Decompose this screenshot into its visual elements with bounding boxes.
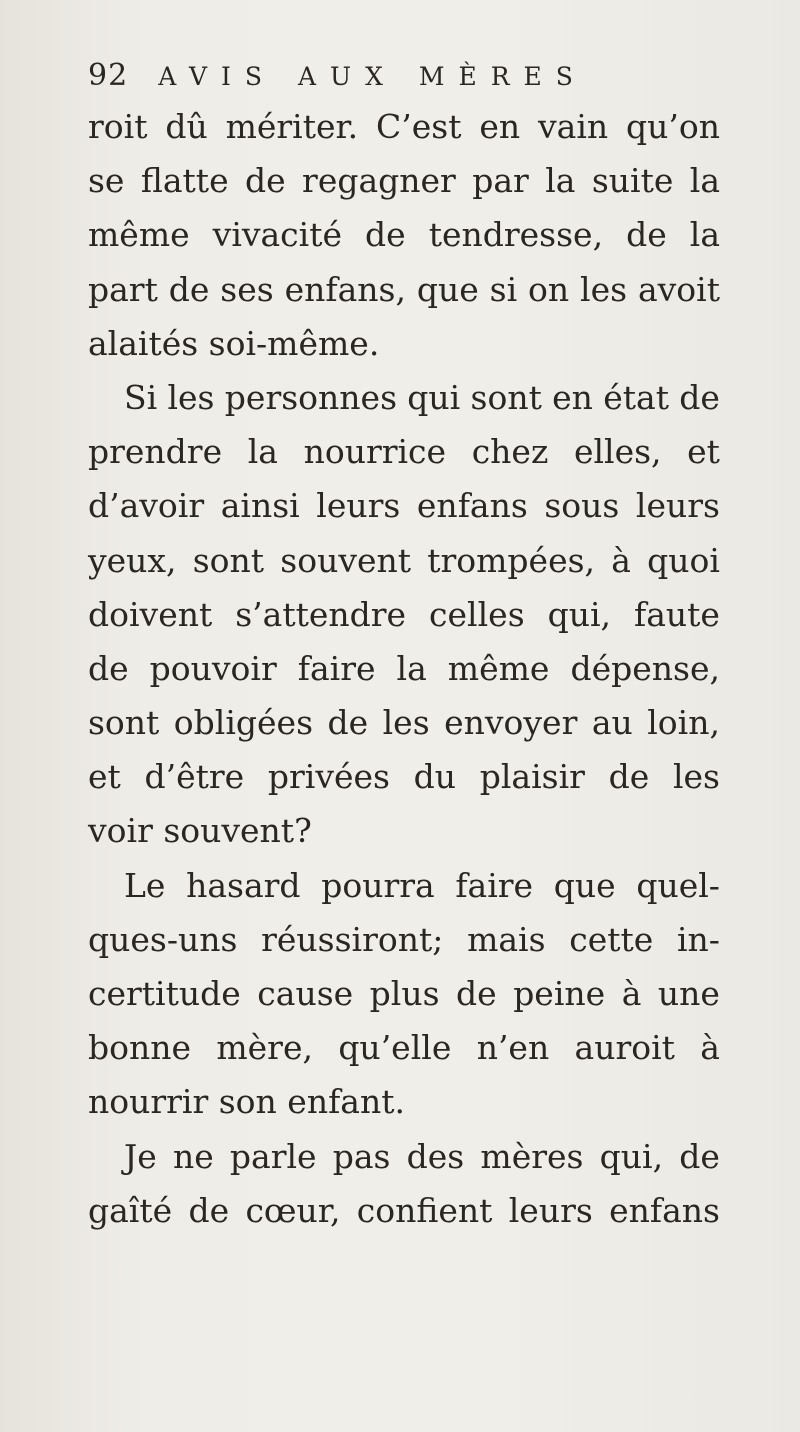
text-line: de pouvoir faire la même dépense, [88,648,720,688]
text-line: ques-uns réussiront; mais cette in- [88,919,720,959]
page-header [88,58,708,98]
text-line: prendre la nourrice chez elles, et [88,432,720,472]
text-line: même vivacité de tendresse, de la [88,215,720,255]
text-line: Je ne parle pas des mères qui, de [124,1136,720,1176]
text-line: Si les personnes qui sont en état de [124,377,720,417]
text-line: roit dû mériter. C’est en vain qu’on [88,107,720,146]
text-line: alaités soi-même. [88,323,380,363]
page-number: 92 [88,58,129,93]
text-line: se flatte de regagner par la suite la [88,161,720,201]
running-title: AVIS AUX MÈRES [158,62,587,91]
body-text [88,100,720,1238]
text-line: gaîté de cœur, confient leurs enfans [88,1190,720,1230]
text-line: bonne mère, qu’elle n’en auroit à [88,1028,720,1068]
text-line: Le hasard pourra faire que quel- [124,865,720,905]
text-line: et d’être privées du plaisir de les [88,757,720,797]
text-line: sont obligées de les envoyer au loin, [88,703,720,743]
text-line: d’avoir ainsi leurs enfans sous leurs [88,486,720,526]
text-line: part de ses enfans, que si on les avoit [88,269,720,309]
text-line: voir souvent? [88,811,312,851]
text-line: certitude cause plus de peine à une [88,974,720,1013]
text-line: nourrir son enfant. [88,1082,405,1122]
text-line: yeux, sont souvent trompées, à quoi [88,540,720,580]
text-line: doivent s’attendre celles qui, faute [88,594,720,634]
